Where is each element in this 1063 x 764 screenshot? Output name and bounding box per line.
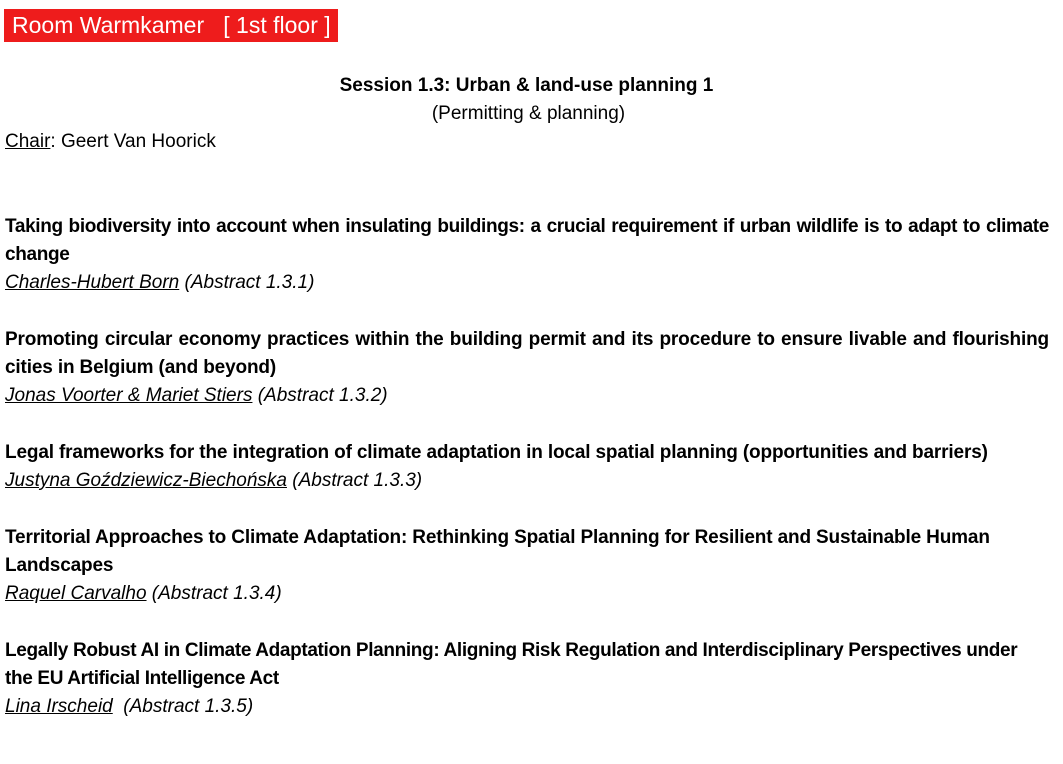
talk-author-line [5, 580, 1049, 608]
talk-item [5, 326, 1049, 410]
talk-author-line [5, 382, 1049, 410]
room-banner: Room Warmkamer [ 1st floor ] [4, 9, 338, 42]
talk-abstract-ref: (Abstract 1.3.1) [179, 272, 315, 293]
talk-title: Promoting circular economy practices within the building permit and its procedure to ensure livable and flourishing cities in Belgium (and beyond) [5, 329, 1049, 378]
talk-author: Jonas Voorter & Mariet Stiers [5, 385, 253, 406]
session-subtitle: (Permitting & planning) [431, 103, 626, 124]
talk-item [5, 637, 1049, 721]
talk-author-line [5, 269, 1049, 297]
talk-item [5, 439, 1049, 495]
chair-label: Chair [5, 131, 51, 152]
session-title: Session 1.3: Urban & land-use planning 1 [339, 75, 714, 96]
talk-abstract-ref: (Abstract 1.3.2) [252, 385, 388, 406]
talk-title: Legally Robust AI in Climate Adaptation Planning: Aligning Risk Regulation and Interdisciplinary Perspectives under the EU Artificial Intelligence Act [5, 640, 1018, 689]
chair-line [5, 129, 216, 155]
talk-item [5, 213, 1049, 297]
talk-title: Territorial Approaches to Climate Adaptation: Rethinking Spatial Planning for Resilient and Sustainable Human Landscapes [5, 527, 990, 576]
talk-abstract-ref: (Abstract 1.3.5) [112, 696, 254, 717]
talk-abstract-ref: (Abstract 1.3.3) [286, 470, 423, 491]
talk-author: Charles-Hubert Born [5, 272, 180, 293]
talk-author-line [5, 467, 1049, 495]
talk-author-line [5, 693, 1049, 721]
talk-item [5, 524, 1049, 608]
talk-list [5, 213, 1049, 750]
talk-author: Justyna Goździewicz-Biechońska [5, 470, 287, 491]
talk-author: Lina Irscheid [5, 696, 113, 717]
talk-abstract-ref: (Abstract 1.3.4) [146, 583, 282, 604]
talk-title: Taking biodiversity into account when insulating buildings: a crucial requirement if urban wildlife is to adapt to climate change [5, 216, 1049, 265]
talk-author: Raquel Carvalho [5, 583, 147, 604]
chair-name: : Geert Van Hoorick [50, 131, 216, 152]
talk-title: Legal frameworks for the integration of climate adaptation in local spatial planning (opportunities and barriers) [5, 442, 988, 463]
